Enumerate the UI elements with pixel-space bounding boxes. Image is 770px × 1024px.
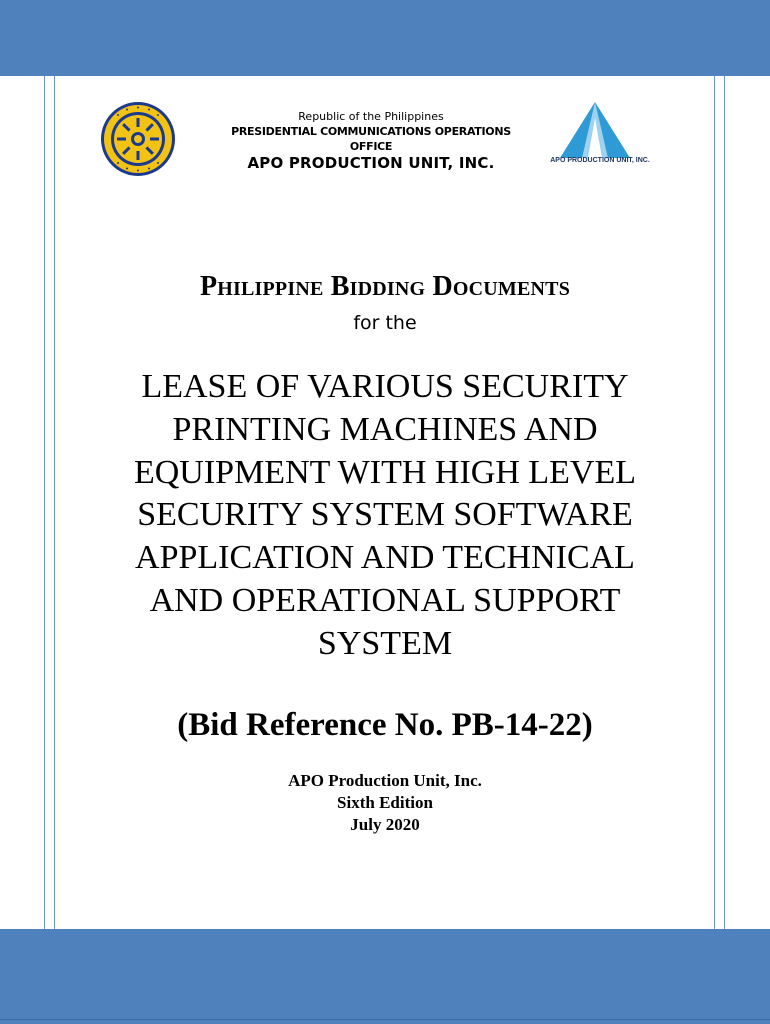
project-title (60, 366, 710, 666)
left-inner-border-rule (54, 76, 55, 929)
project-title-line: APPLICATION AND TECHNICAL (135, 539, 635, 577)
apo-triangle-logo-icon (558, 100, 632, 160)
letterhead (210, 110, 532, 173)
apo-logo-caption: APO PRODUCTION UNIT, INC. (550, 157, 650, 164)
project-title-line: LEASE OF VARIOUS SECURITY (141, 368, 629, 405)
bottom-band-line (0, 1019, 770, 1020)
project-title-line: SYSTEM (317, 624, 453, 662)
letterhead-office: PRESIDENTIAL COMMUNICATIONS OPERATIONS OFFICE (231, 125, 511, 153)
right-inner-border-rule (714, 76, 715, 929)
left-border-rule (44, 76, 45, 929)
publisher-edition: Sixth Edition (337, 793, 433, 812)
letterhead-unit: APO PRODUCTION UNIT, INC. (247, 154, 495, 172)
letterhead-republic: Republic of the Philippines (298, 110, 444, 123)
top-color-band (0, 0, 770, 76)
project-title-line: SECURITY SYSTEM SOFTWARE (137, 496, 633, 534)
right-border-rule (724, 76, 725, 929)
pcoo-seal-icon (100, 101, 176, 177)
project-title-line: PRINTING MACHINES AND (172, 410, 598, 448)
document-title: Philippine Bidding Documents (199, 271, 571, 302)
project-title-line: AND OPERATIONAL SUPPORT (149, 581, 621, 619)
bid-reference: (Bid Reference No. PB-14-22) (177, 707, 593, 743)
project-title-line: EQUIPMENT WITH HIGH LEVEL (133, 453, 637, 491)
publisher-date: July 2020 (350, 815, 420, 834)
publisher-block (60, 770, 710, 836)
title-connector: for the (353, 312, 417, 334)
bottom-color-band (0, 929, 770, 1024)
publisher-name: APO Production Unit, Inc. (288, 771, 482, 790)
